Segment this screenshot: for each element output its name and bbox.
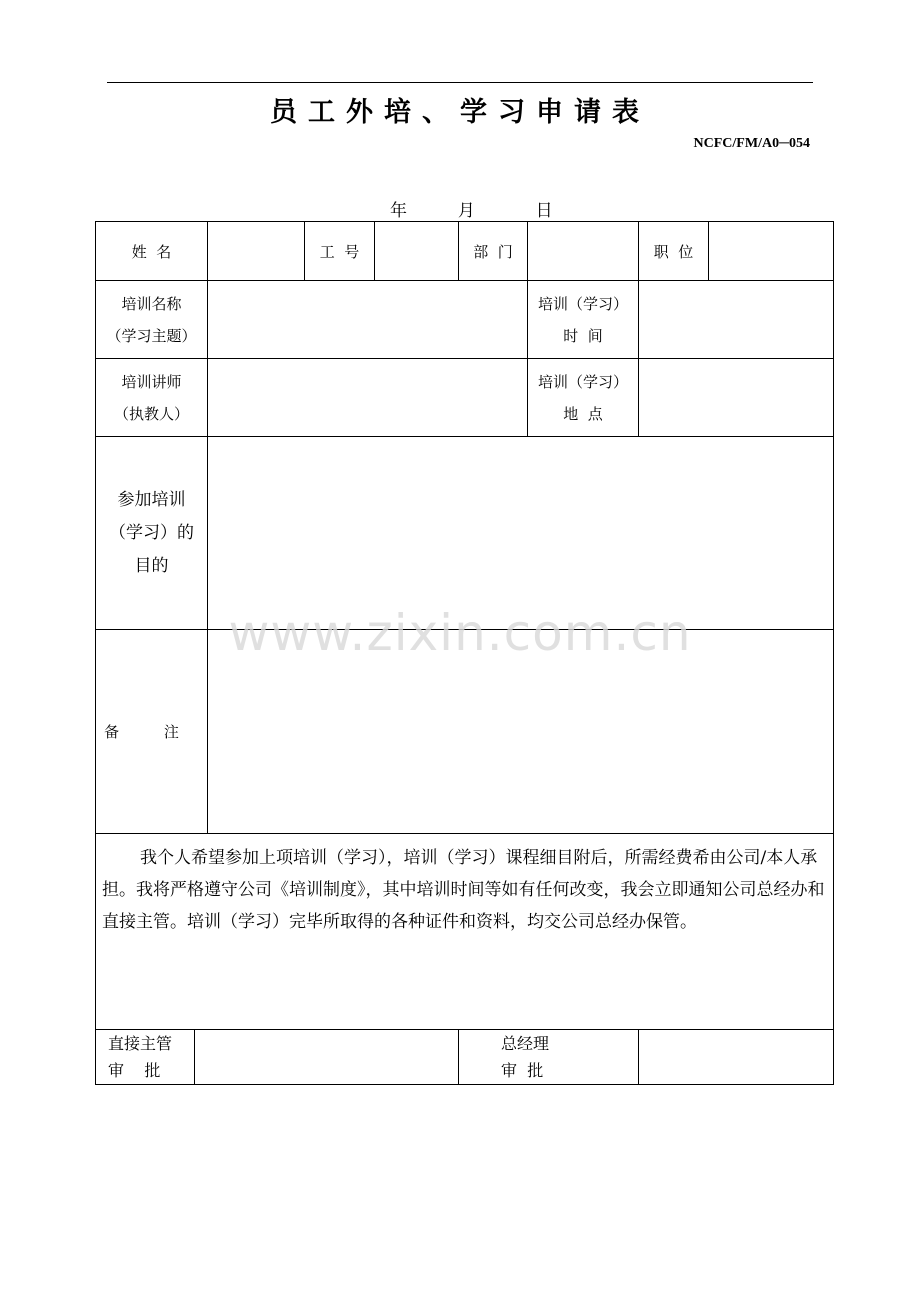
remarks-label: 备 注 — [96, 630, 208, 834]
top-rule — [107, 82, 813, 83]
employee-id-label: 工 号 — [305, 222, 375, 281]
form-code: NCFC/FM/A0─054 — [693, 136, 810, 151]
watermark: www.zixin.com.cn — [228, 604, 692, 662]
page-title: 员工外培、学习申请表 — [270, 97, 650, 128]
date-month-label: 月 — [457, 201, 475, 221]
employee-id-field[interactable] — [375, 222, 459, 281]
supervisor-approval-field[interactable] — [195, 1030, 459, 1085]
training-time-field[interactable] — [639, 281, 834, 359]
training-time-label: 培训（学习） 时 间 — [528, 281, 639, 359]
training-name-label: 培训名称 （学习主题） — [96, 281, 208, 359]
date-day-label: 日 — [535, 201, 553, 221]
position-field[interactable] — [709, 222, 834, 281]
date-year-label: 年 — [390, 201, 407, 221]
department-field[interactable] — [528, 222, 639, 281]
gm-approval-label: 总经理 审 批 — [459, 1030, 639, 1085]
position-label: 职 位 — [639, 222, 709, 281]
declaration-text: 我个人希望参加上项培训（学习），培训（学习）课程细目附后，所需经费希由公司/本人承担。我将严格遵守公司《培训制度》，其中培训时间等如有任何改变，我会立即通知公司总经办和直接主管。培训（学习）完毕所取得的各种证件和资料，均交公司总经办保管。 — [96, 834, 834, 1030]
remarks-field[interactable] — [208, 630, 834, 834]
training-name-field[interactable] — [208, 281, 528, 359]
purpose-field[interactable] — [208, 437, 834, 630]
department-label: 部 门 — [459, 222, 528, 281]
location-label: 培训（学习） 地 点 — [528, 359, 639, 437]
location-field[interactable] — [639, 359, 834, 437]
gm-approval-field[interactable] — [639, 1030, 834, 1085]
application-form — [95, 221, 834, 1085]
trainer-field[interactable] — [208, 359, 528, 437]
purpose-label: 参加培训 （学习）的 目的 — [96, 437, 208, 630]
date-line — [390, 196, 553, 221]
trainer-label: 培训讲师 （执教人） — [96, 359, 208, 437]
name-field[interactable] — [208, 222, 305, 281]
name-label: 姓 名 — [96, 222, 208, 281]
supervisor-approval-label: 直接主管 审 批 — [96, 1030, 195, 1085]
